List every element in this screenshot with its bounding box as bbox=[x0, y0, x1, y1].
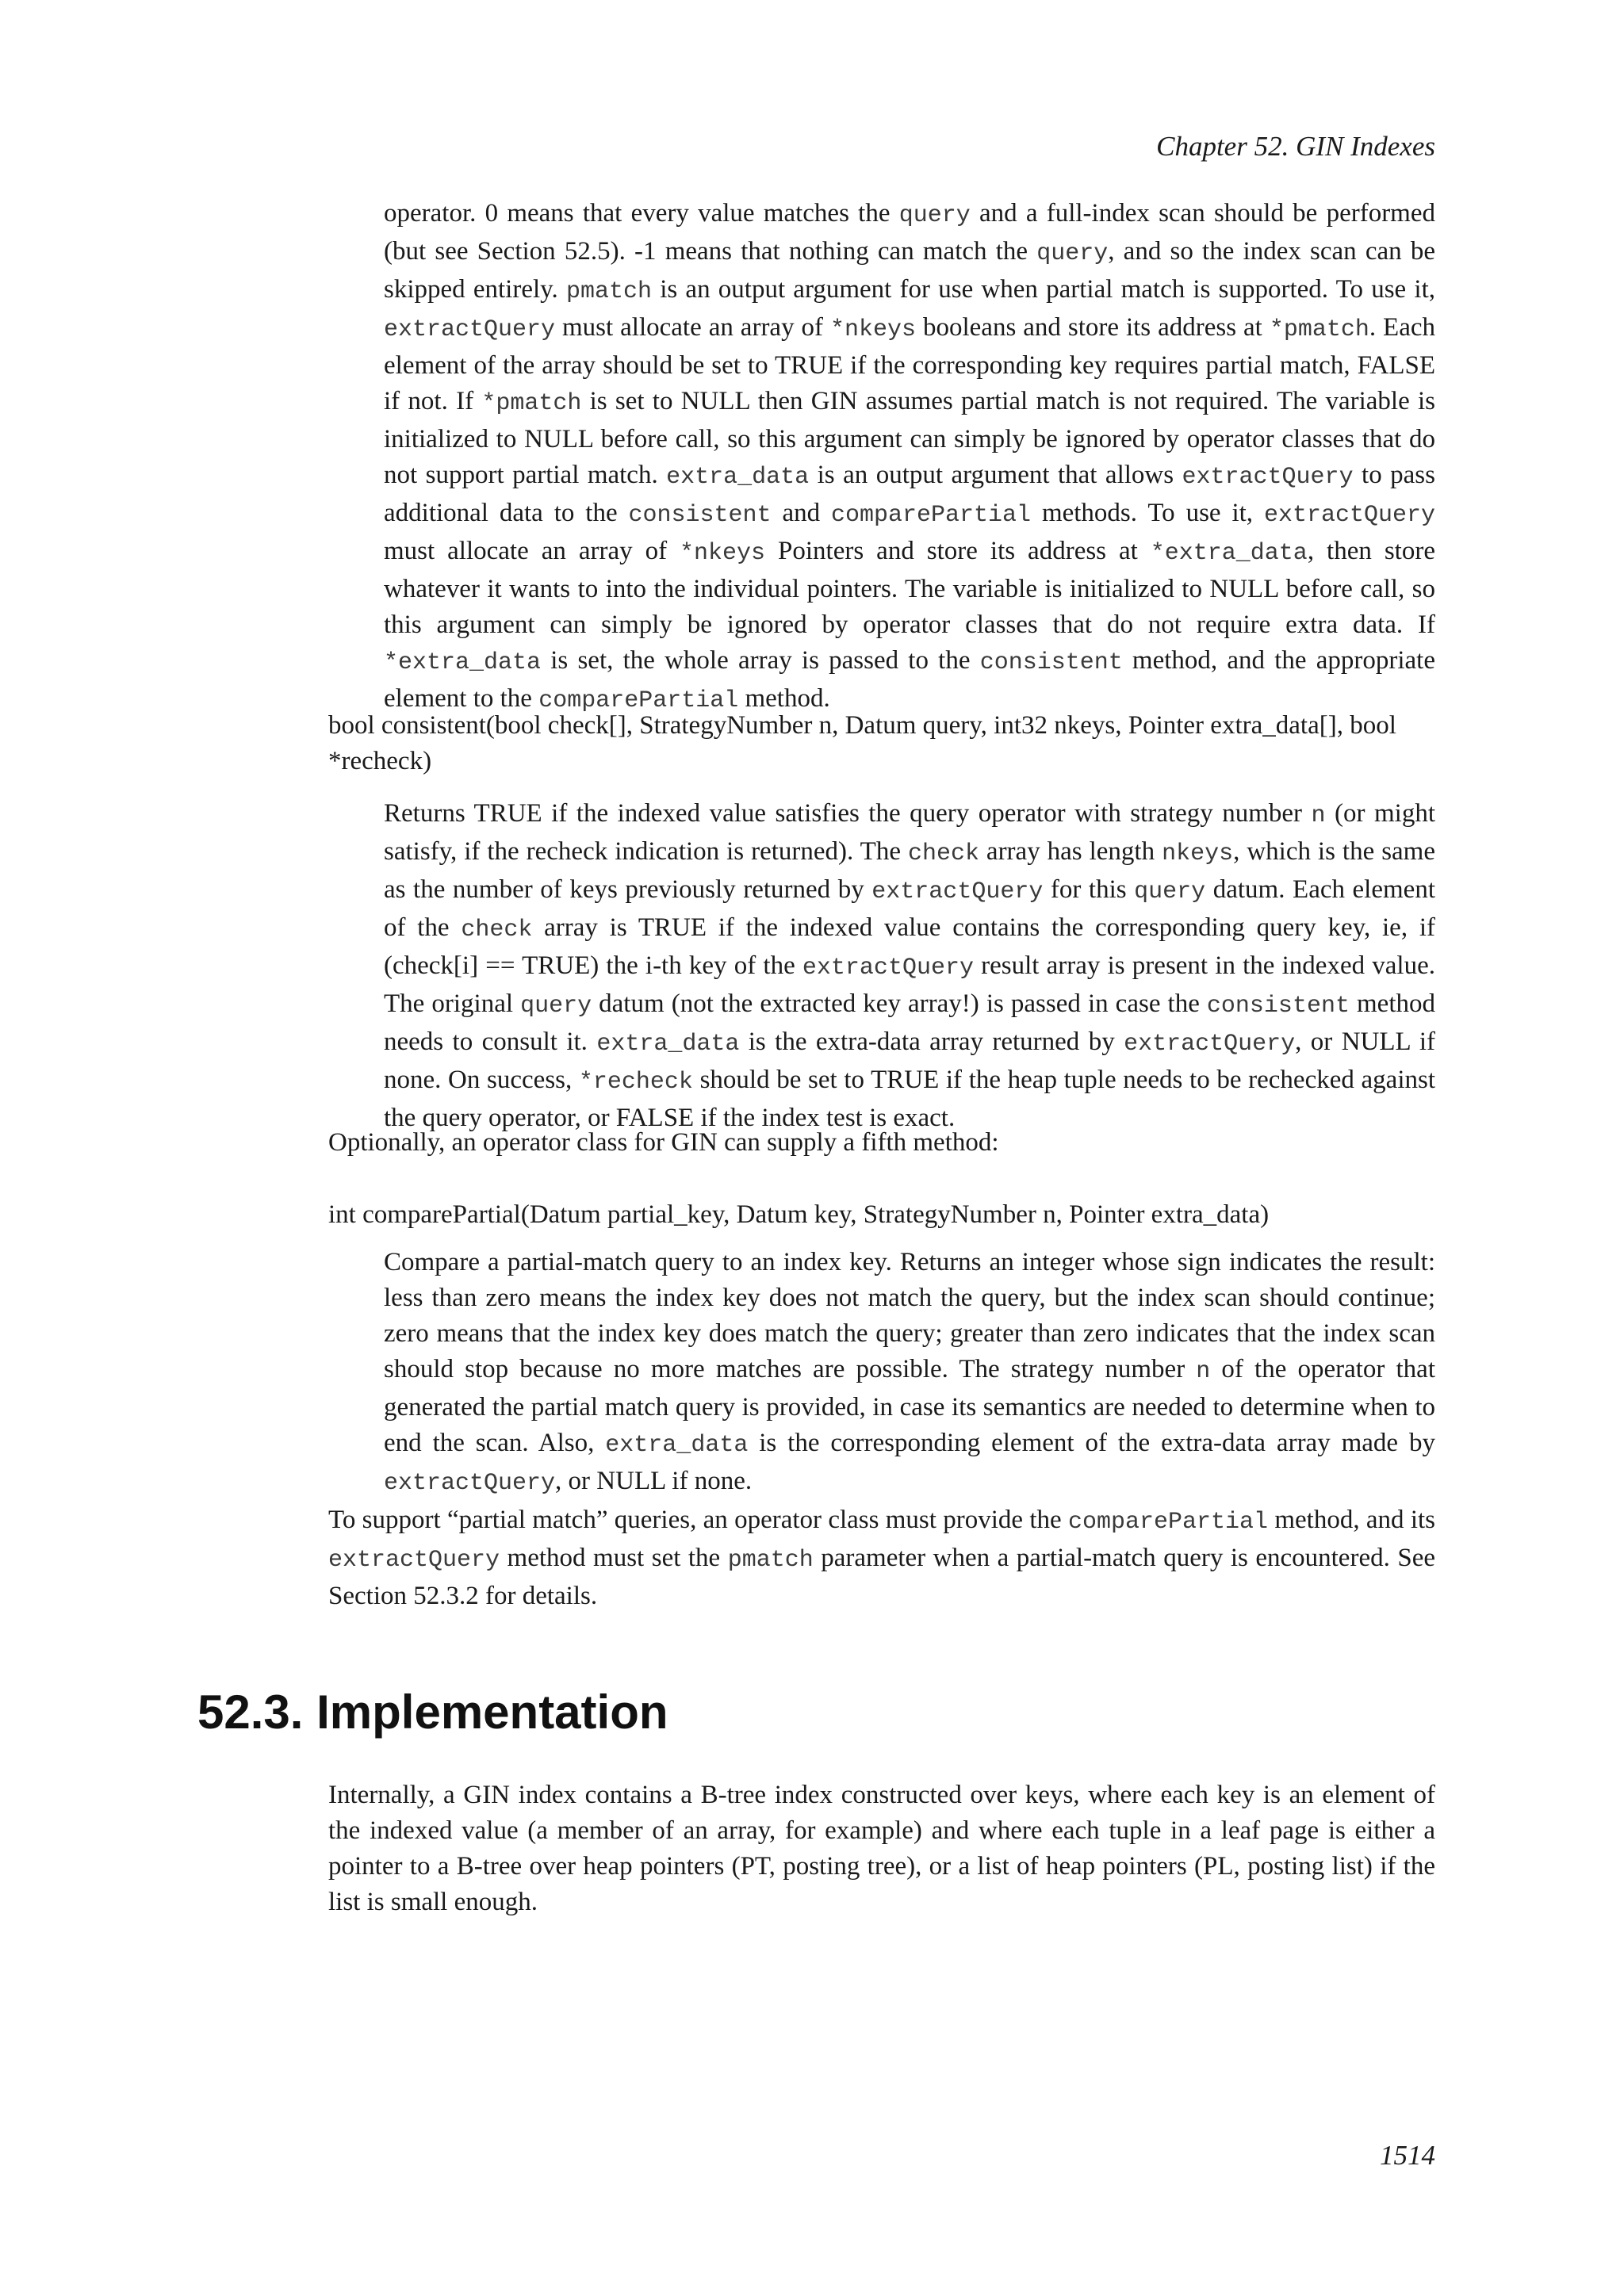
partial-match-paragraph: To support “partial match” queries, an operator class must provide the comparePartial method, and its extractQuery method must set the pmatch parameter when a partial-match query is encountered. See Section 52.3.2 for details. bbox=[328, 1506, 1435, 1610]
comparepartial-description: Compare a partial-match query to an index key. Returns an integer whose sign indicates the result: less than zero means the index key does not match the query, but the index scan should continue; zero means that the index key does match the query; greater than zero indicates that the index scan should stop because no more matches are possible. The strategy number n of the operator that generated the partial match query is provided, in case its semantics are needed to determine when to end the scan. Also, extra_data is the corresponding element of the extra-data array made by extractQuery, or NULL if none. bbox=[384, 1248, 1436, 1497]
consistent-description: Returns TRUE if the indexed value satisfies the query operator with strategy number n (or might satisfy, if the recheck indication is returned). The check array has length nkeys, which is the same as the number of keys previously returned by extractQuery for this query datum. Each element of the check array is TRUE if the indexed value contains the corresponding query key, ie, if (check[i] == TRUE) the i-th key of the extractQuery result array is present in the indexed value. The original query datum (not the extracted key array!) is passed in case the consistent method needs to consult it. extra_data is the extra-data array returned by extractQuery, or NULL if none. On success, *recheck should be set to TRUE if the heap tuple needs to be rechecked against the query operator, or FALSE if the index test is exact. bbox=[384, 799, 1436, 1132]
optional-method-intro: Optionally, an operator class for GIN can supply a fifth method: bbox=[328, 1128, 999, 1157]
section-heading: 52.3. Implementation bbox=[197, 1686, 668, 1739]
implementation-paragraph: Internally, a GIN index contains a B-tree index constructed over keys, where each key is an element of the indexed value (a member of an array, for example) and where each tuple in a leaf page is either a pointer to a B-tree over heap pointers (PT, posting tree), or a list of heap pointers (PL, posting list) if the list is small enough. bbox=[328, 1781, 1435, 1916]
page-number: 1514 bbox=[1380, 2140, 1435, 2171]
consistent-signature: bool consistent(bool check[], StrategyNumber n, Datum query, int32 nkeys, Pointer extra_data[], bool *recheck) bbox=[328, 711, 1396, 775]
running-header: Chapter 52. GIN Indexes bbox=[1156, 131, 1435, 162]
comparepartial-signature: int comparePartial(Datum partial_key, Datum key, StrategyNumber n, Pointer extra_data) bbox=[328, 1200, 1270, 1229]
extractquery-description-continued: operator. 0 means that every value matches the query and a full-index scan should be performed (but see Section 52.5). -1 means that nothing can match the query, and so the index scan can be skipped entirely. pmatch is an output argument for use when partial match is supported. To use it, extractQuery must allocate an array of *nkeys booleans and store its address at *pmatch. Each element of the array should be set to TRUE if the corresponding key requires partial match, FALSE if not. If *pmatch is set to NULL then GIN assumes partial match is not required. The variable is initialized to NULL before call, so this argument can simply be ignored by operator classes that do not support partial match. extra_data is an output argument that allows extractQuery to pass additional data to the consistent and comparePartial methods. To use it, extractQuery must allocate an array of *nkeys Pointers and store its address at *extra_data, then store whatever it wants to into the individual pointers. The variable is initialized to NULL before call, so this argument can simply be ignored by operator classes that do not require extra data. If *extra_data is set, the whole array is passed to the consistent method, and the appropriate element to the comparePartial method. bbox=[384, 199, 1436, 714]
